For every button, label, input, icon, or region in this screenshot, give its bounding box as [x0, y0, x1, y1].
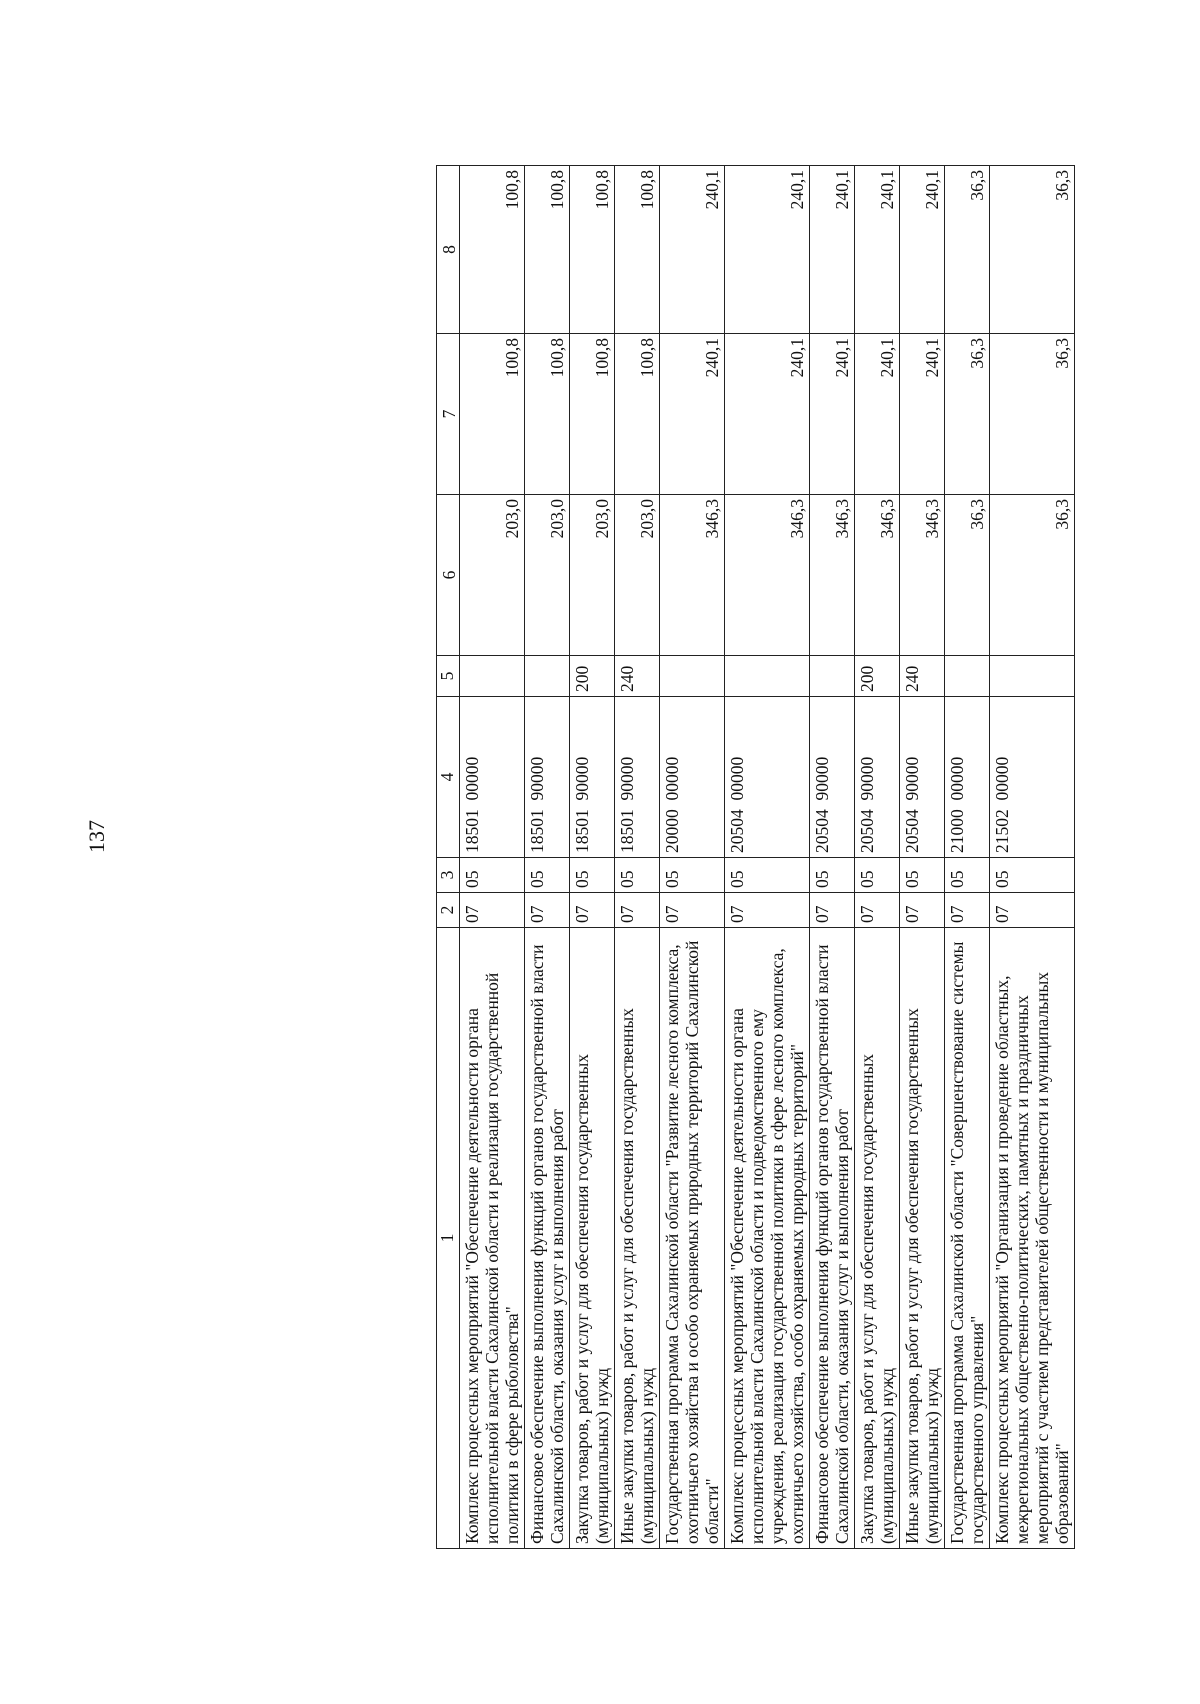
table-row [570, 166, 615, 1549]
table-row [615, 166, 660, 1549]
cell-amount-col8: 36,3 [990, 166, 1075, 334]
row-description: Комплекс процессных мероприятий "Обеспечение деятельности органа исполнительной власти Сахалинской области и реализация государственной политики в сфере рыболовства" [460, 928, 525, 1549]
cell-amount-col6: 36,3 [945, 495, 990, 656]
cell-amount-col8: 100,8 [615, 166, 660, 334]
cell-section: 07 [855, 893, 900, 928]
cell-target-article: 18501 90000 [570, 697, 615, 858]
cell-section: 07 [525, 893, 570, 928]
cell-expense-type: 240 [900, 656, 945, 697]
cell-target-article: 21000 00000 [945, 697, 990, 858]
row-description: Иные закупки товаров, работ и услуг для обеспечения государственных (муниципальных) нужд [900, 928, 945, 1549]
cell-expense-type [660, 656, 725, 697]
row-description: Комплекс процессных мероприятий "Обеспечение деятельности органа исполнительной власти Сахалинской области и подведомственного ему учреждения, реализация государственной политики в сфере лесного комплекса, охотничьего хозяйства, особо охраняемых природных территорий" [725, 928, 810, 1549]
cell-target-article: 20504 90000 [810, 697, 855, 858]
cell-amount-col6: 346,3 [725, 495, 810, 656]
cell-expense-type: 200 [855, 656, 900, 697]
cell-amount-col6: 203,0 [570, 495, 615, 656]
cell-section: 07 [900, 893, 945, 928]
cell-section: 07 [725, 893, 810, 928]
column-header-7: 7 [437, 334, 460, 495]
cell-expense-type: 240 [615, 656, 660, 697]
cell-target-article: 20504 90000 [855, 697, 900, 858]
cell-subsection: 05 [525, 858, 570, 893]
cell-amount-col8: 36,3 [945, 166, 990, 334]
row-description: Государственная программа Сахалинской области "Развитие лесного комплекса, охотничьего хозяйства и особо охраняемых природных территорий Сахалинской области" [660, 928, 725, 1549]
row-description: Закупка товаров, работ и услуг для обеспечения государственных (муниципальных) нужд [570, 928, 615, 1549]
cell-target-article: 18501 90000 [525, 697, 570, 858]
cell-amount-col6: 346,3 [810, 495, 855, 656]
table-body [460, 166, 1075, 1549]
table-row [900, 166, 945, 1549]
cell-amount-col8: 240,1 [725, 166, 810, 334]
cell-expense-type [810, 656, 855, 697]
budget-table [436, 165, 1075, 1549]
cell-subsection: 05 [460, 858, 525, 893]
column-header-4: 4 [437, 697, 460, 858]
row-description: Иные закупки товаров, работ и услуг для обеспечения государственных (муниципальных) нужд [615, 928, 660, 1549]
column-header-2: 2 [437, 893, 460, 928]
cell-amount-col8: 100,8 [460, 166, 525, 334]
cell-amount-col6: 203,0 [525, 495, 570, 656]
cell-amount-col7: 100,8 [460, 334, 525, 495]
cell-expense-type: 200 [570, 656, 615, 697]
cell-expense-type [460, 656, 525, 697]
table-header-row [437, 166, 460, 1549]
cell-amount-col8: 240,1 [660, 166, 725, 334]
cell-amount-col7: 240,1 [810, 334, 855, 495]
cell-subsection: 05 [810, 858, 855, 893]
cell-section: 07 [615, 893, 660, 928]
column-header-6: 6 [437, 495, 460, 656]
table-row [990, 166, 1075, 1549]
cell-amount-col8: 100,8 [525, 166, 570, 334]
cell-amount-col7: 36,3 [945, 334, 990, 495]
cell-target-article: 18501 90000 [615, 697, 660, 858]
cell-section: 07 [945, 893, 990, 928]
column-header-8: 8 [437, 166, 460, 334]
cell-section: 07 [810, 893, 855, 928]
cell-amount-col8: 100,8 [570, 166, 615, 334]
cell-subsection: 05 [660, 858, 725, 893]
row-description: Закупка товаров, работ и услуг для обеспечения государственных (муниципальных) нужд [855, 928, 900, 1549]
cell-section: 07 [660, 893, 725, 928]
column-header-1: 1 [437, 928, 460, 1549]
column-header-5: 5 [437, 656, 460, 697]
cell-amount-col7: 100,8 [570, 334, 615, 495]
cell-amount-col7: 240,1 [725, 334, 810, 495]
row-description: Финансовое обеспечение выполнения функций органов государственной власти Сахалинской области, оказания услуг и выполнения работ [525, 928, 570, 1549]
table-row [945, 166, 990, 1549]
row-description: Комплекс процессных мероприятий "Организация и проведение областных, межрегиональных общественно-политических, памятных и праздничных мероприятий с участием представителей общественности и муниципальных образований" [990, 928, 1075, 1549]
table-row [725, 166, 810, 1549]
cell-subsection: 05 [725, 858, 810, 893]
cell-amount-col6: 203,0 [460, 495, 525, 656]
cell-subsection: 05 [990, 858, 1075, 893]
cell-section: 07 [570, 893, 615, 928]
cell-amount-col7: 240,1 [900, 334, 945, 495]
cell-subsection: 05 [615, 858, 660, 893]
table-row [810, 166, 855, 1549]
cell-amount-col8: 240,1 [810, 166, 855, 334]
cell-amount-col7: 100,8 [525, 334, 570, 495]
cell-subsection: 05 [855, 858, 900, 893]
table-row [855, 166, 900, 1549]
cell-subsection: 05 [900, 858, 945, 893]
cell-amount-col7: 240,1 [855, 334, 900, 495]
cell-expense-type [725, 656, 810, 697]
cell-amount-col6: 346,3 [855, 495, 900, 656]
page-number: 137 [84, 820, 109, 853]
table-row [660, 166, 725, 1549]
cell-expense-type [990, 656, 1075, 697]
row-description: Государственная программа Сахалинской области "Совершенствование системы государственного управления" [945, 928, 990, 1549]
cell-amount-col6: 36,3 [990, 495, 1075, 656]
cell-expense-type [945, 656, 990, 697]
cell-amount-col7: 100,8 [615, 334, 660, 495]
row-description: Финансовое обеспечение выполнения функций органов государственной власти Сахалинской области, оказания услуг и выполнения работ [810, 928, 855, 1549]
column-header-3: 3 [437, 858, 460, 893]
cell-section: 07 [460, 893, 525, 928]
cell-amount-col8: 240,1 [855, 166, 900, 334]
cell-amount-col7: 36,3 [990, 334, 1075, 495]
cell-expense-type [525, 656, 570, 697]
table-row [525, 166, 570, 1549]
cell-target-article: 20504 00000 [725, 697, 810, 858]
cell-target-article: 18501 00000 [460, 697, 525, 858]
cell-amount-col8: 240,1 [900, 166, 945, 334]
cell-amount-col6: 203,0 [615, 495, 660, 656]
cell-amount-col6: 346,3 [900, 495, 945, 656]
cell-section: 07 [990, 893, 1075, 928]
cell-amount-col7: 240,1 [660, 334, 725, 495]
cell-target-article: 21502 00000 [990, 697, 1075, 858]
cell-amount-col6: 346,3 [660, 495, 725, 656]
cell-target-article: 20000 00000 [660, 697, 725, 858]
cell-target-article: 20504 90000 [900, 697, 945, 858]
cell-subsection: 05 [570, 858, 615, 893]
table-row [460, 166, 525, 1549]
cell-subsection: 05 [945, 858, 990, 893]
